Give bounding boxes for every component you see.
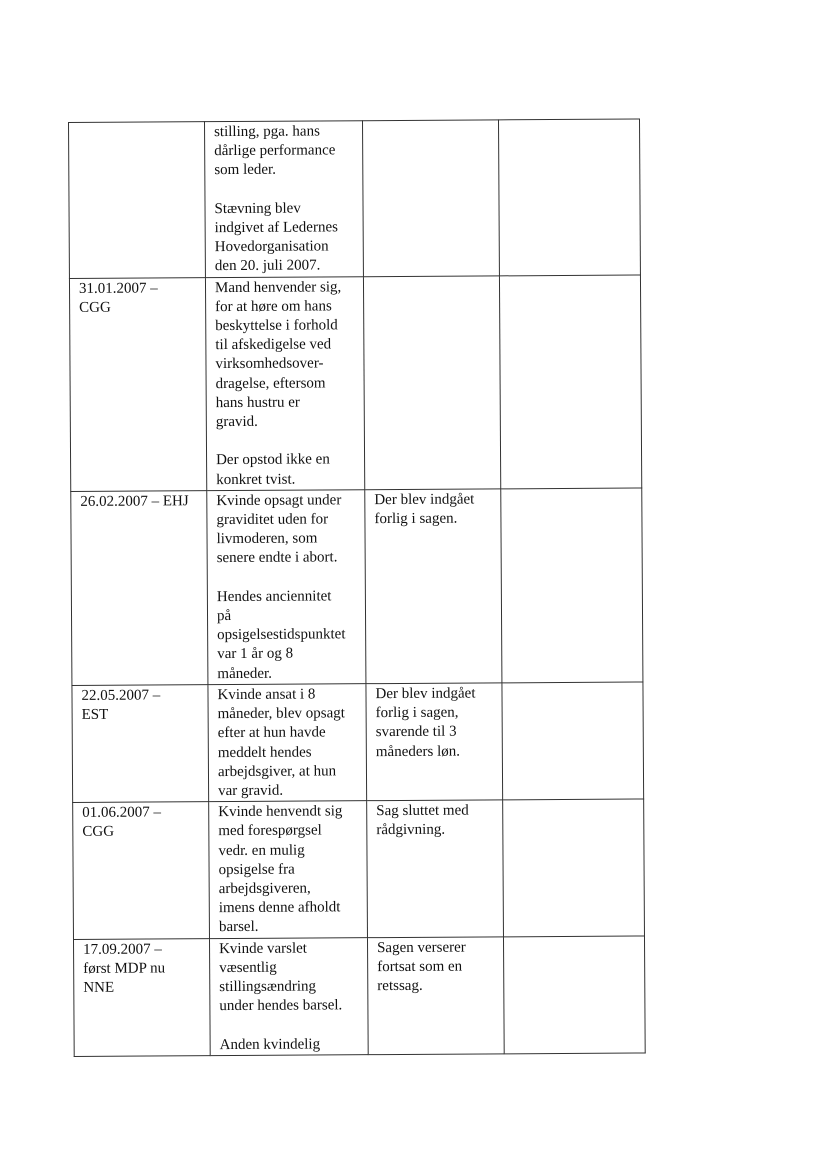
description-cell bbox=[207, 490, 366, 685]
notes-text bbox=[513, 937, 638, 938]
notes-cell bbox=[502, 682, 644, 800]
notes-text bbox=[512, 801, 637, 802]
outcome-text: Sag sluttet med rådgivning. bbox=[376, 802, 469, 839]
notes-text bbox=[511, 683, 636, 684]
outcome-text bbox=[372, 121, 492, 122]
description-text: Kvinde varslet væsentlig stillingsændring under hendes barsel. Anden kvindelig bbox=[219, 940, 343, 1053]
date-cell bbox=[71, 491, 208, 686]
description-text: Kvinde henvendt sig med forespørgsel vedr. en mulig opsigelse fra arbejdsgiveren, imens denne afholdt barsel. bbox=[218, 803, 343, 936]
outcome-cell bbox=[367, 936, 504, 1054]
table-row bbox=[69, 275, 641, 492]
notes-cell bbox=[501, 488, 643, 683]
outcome-cell bbox=[363, 275, 500, 489]
table-row bbox=[69, 119, 641, 278]
date-text bbox=[78, 123, 198, 124]
date-text: 31.01.2007 – CGG bbox=[78, 280, 158, 316]
description-text: Kvinde ansat i 8 måneder, blev opsagt efter at hun havde meddelt hendes arbejdsgiver, at hun var gravid. bbox=[217, 686, 345, 800]
notes-text bbox=[510, 489, 635, 490]
outcome-cell bbox=[367, 800, 504, 937]
description-cell bbox=[209, 937, 368, 1055]
table-row bbox=[71, 488, 643, 686]
table-row bbox=[73, 799, 645, 939]
outcome-cell bbox=[366, 683, 503, 801]
description-text: stilling, pga. hans dårlige performance som leder. Stævning blev indgivet af Ledernes Hovedorganisation den 20. juli 2007. bbox=[214, 123, 338, 275]
date-cell bbox=[69, 122, 206, 278]
outcome-text: Der blev indgået forlig i sagen. bbox=[374, 491, 475, 528]
date-text: 01.06.2007 – CGG bbox=[82, 804, 162, 841]
notes-cell bbox=[499, 275, 641, 489]
table-row bbox=[72, 682, 644, 803]
outcome-text: Sagen verserer fortsat som en retssag. bbox=[377, 939, 466, 995]
date-text: 22.05.2007 – EST bbox=[81, 687, 161, 724]
description-cell bbox=[205, 121, 364, 278]
description-cell bbox=[205, 276, 364, 490]
date-cell bbox=[69, 277, 206, 491]
description-cell bbox=[209, 801, 368, 938]
outcome-cell bbox=[362, 120, 499, 276]
notes-cell bbox=[503, 936, 645, 1054]
date-cell bbox=[73, 938, 210, 1056]
description-text: Kvinde opsagt under graviditet uden for livmoderen, som senere endte i abort. Hendes anciennitet på opsigelsestidspunktet var 1 år og 8 måneder. bbox=[216, 492, 346, 682]
notes-text bbox=[509, 276, 634, 277]
outcome-text bbox=[373, 277, 493, 278]
date-cell bbox=[73, 802, 210, 939]
notes-text bbox=[508, 121, 633, 122]
case-table bbox=[68, 119, 646, 1057]
date-cell bbox=[72, 685, 209, 803]
table-row bbox=[73, 936, 645, 1057]
notes-cell bbox=[498, 119, 640, 275]
date-text: 26.02.2007 – EHJ bbox=[80, 493, 189, 510]
outcome-text: Der blev indgået forlig i sagen, svarende til 3 måneders løn. bbox=[375, 685, 476, 760]
notes-cell bbox=[503, 799, 645, 936]
outcome-cell bbox=[365, 489, 502, 684]
date-text: 17.09.2007 – først MDP nu NNE bbox=[83, 940, 166, 996]
description-cell bbox=[208, 684, 367, 802]
description-text: Mand henvender sig, for at høre om hans beskyttelse i forhold til afskedigelse ved virksomhedsover- dragelse, eftersom hans hustru er gravid. Der opstod ikke en konkret tvist. bbox=[214, 278, 342, 488]
